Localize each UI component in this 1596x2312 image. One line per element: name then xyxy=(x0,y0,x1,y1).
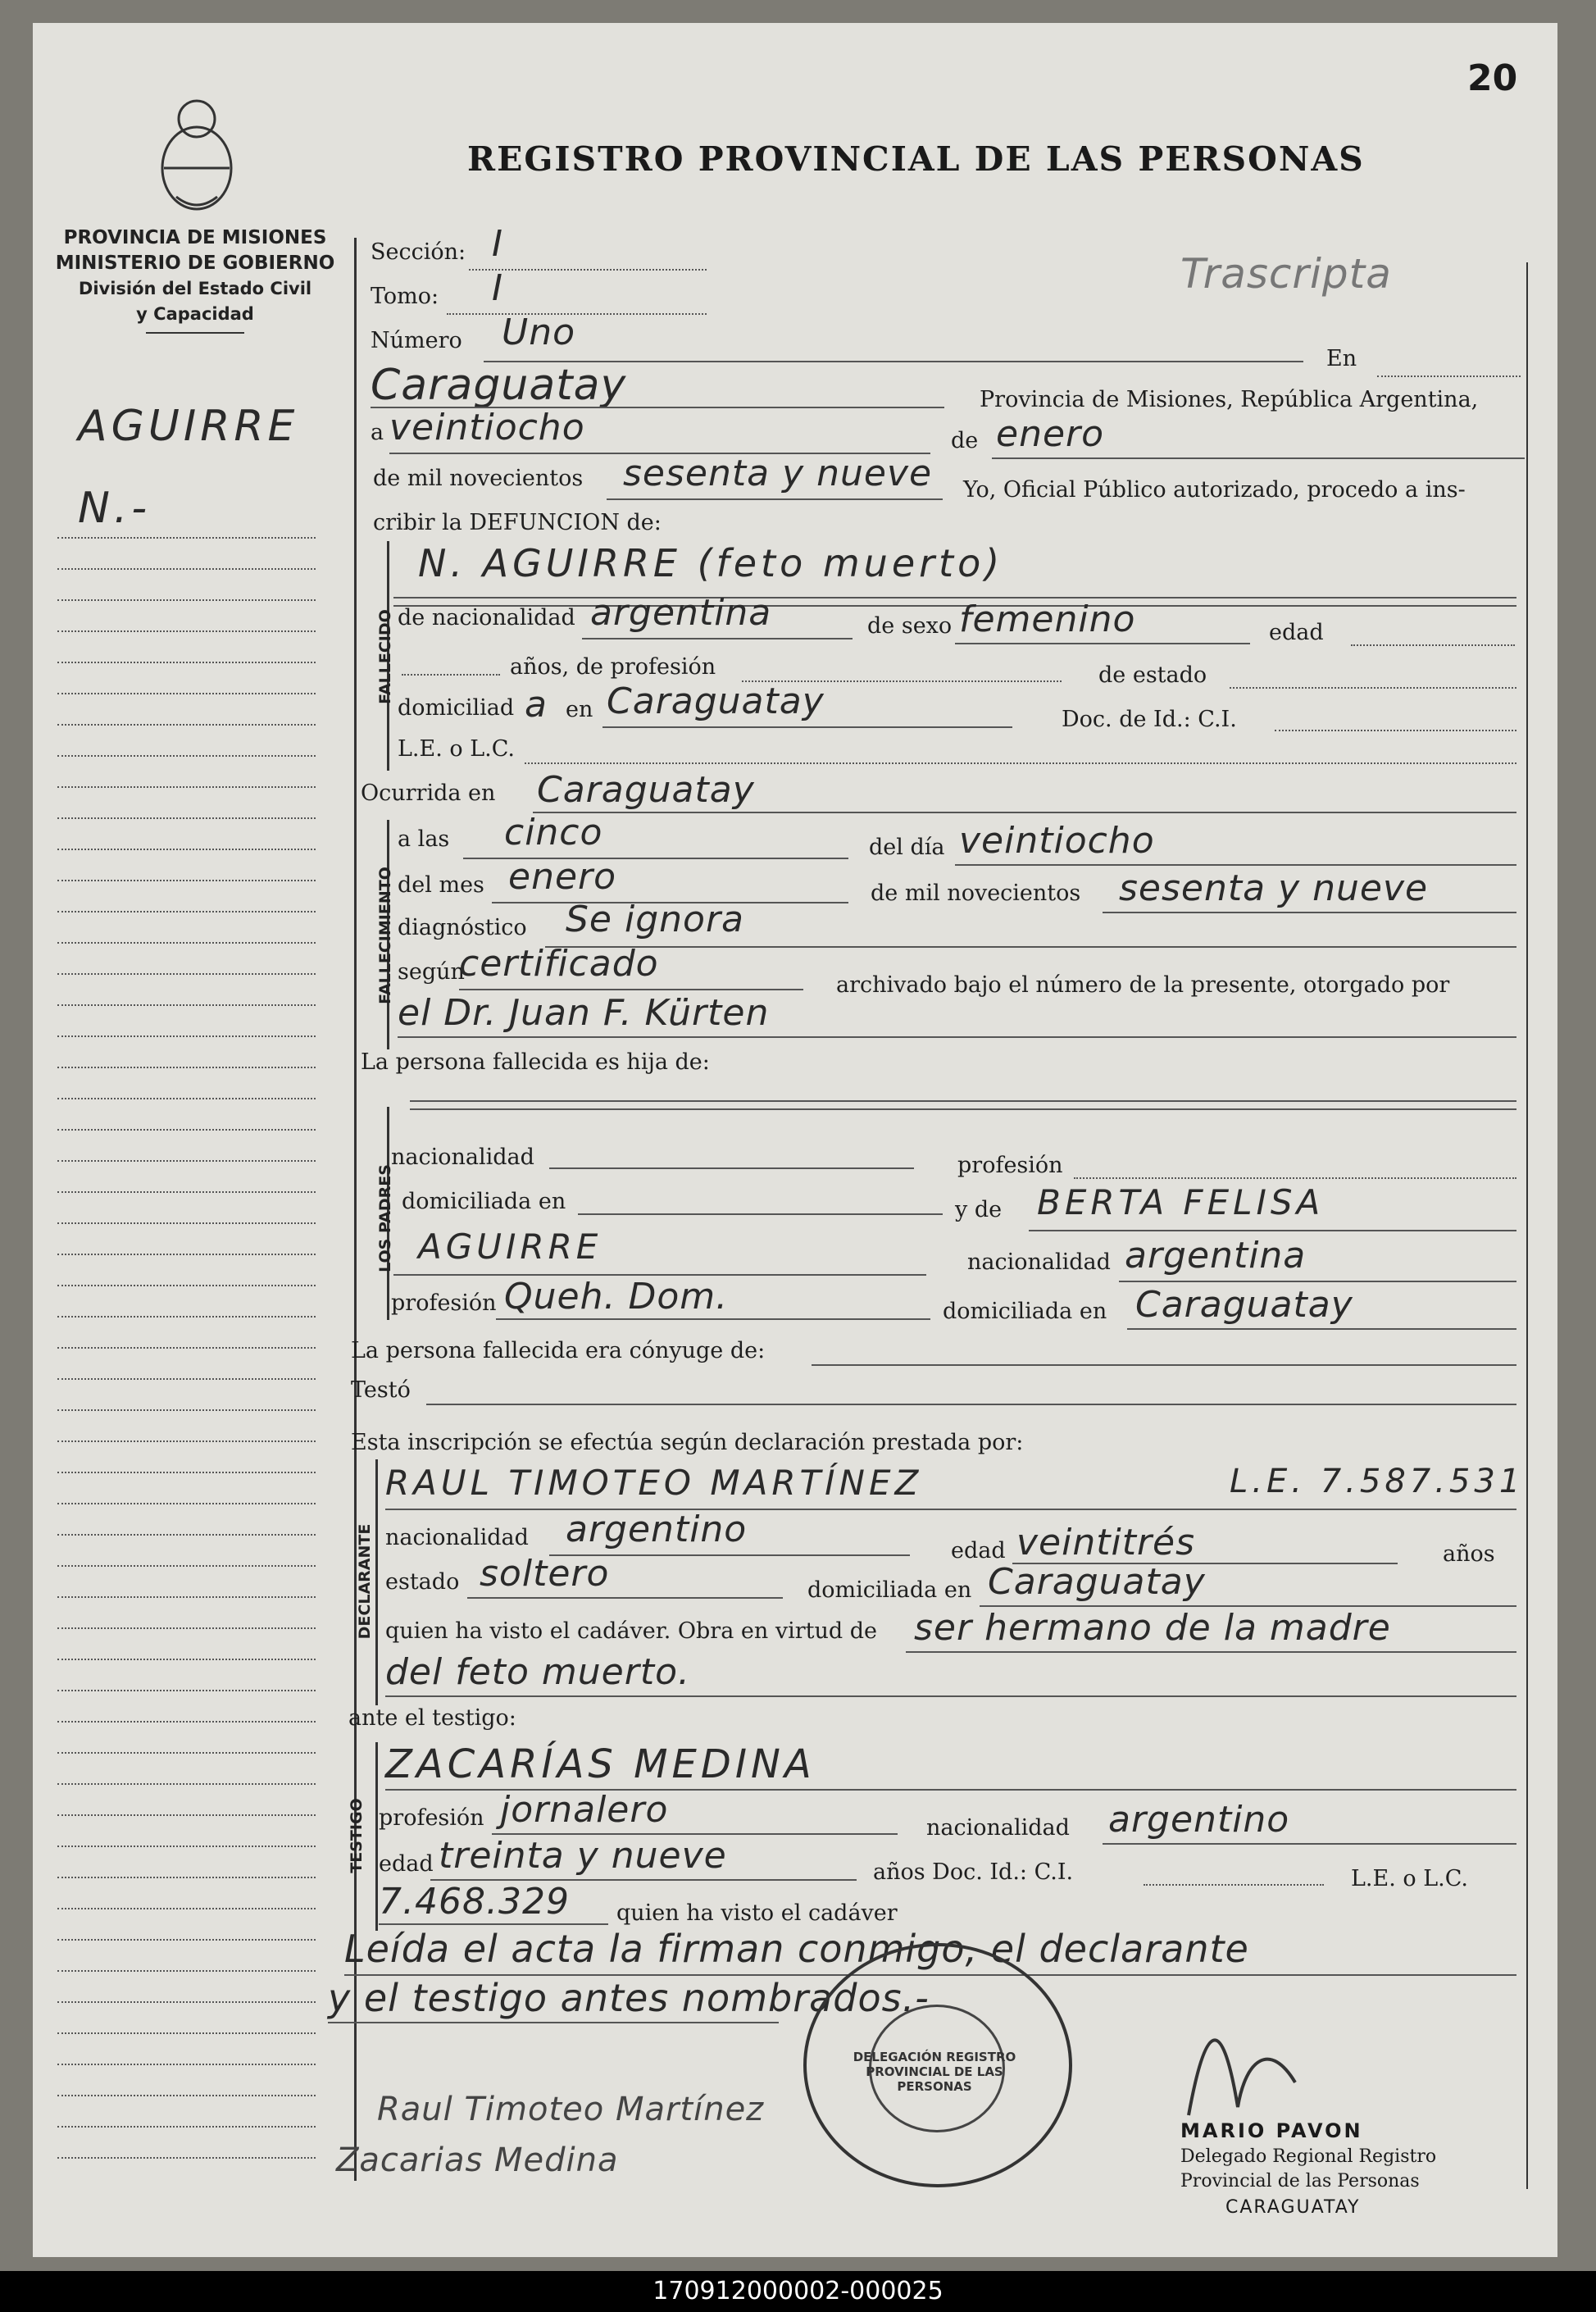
test-prof-label: profesión xyxy=(379,1805,484,1831)
section-declarante: DECLARANTE xyxy=(356,1523,374,1640)
le-lc-label: L.E. o L.C. xyxy=(398,736,516,762)
margin-line xyxy=(57,817,316,819)
margin-line xyxy=(57,1596,316,1598)
margin-line xyxy=(57,1347,316,1349)
official-place: CARAGUATAY xyxy=(1225,2197,1361,2218)
section-fallecido: FALLECIDO xyxy=(376,609,394,704)
padre-prof-label: profesión xyxy=(957,1153,1063,1178)
ministry-name: MINISTERIO DE GOBIERNO xyxy=(55,253,335,274)
archivado-text: archivado bajo el número de la presente, otorgado por xyxy=(836,972,1450,998)
madre-name-2: AGUIRRE xyxy=(418,1227,602,1267)
margin-line xyxy=(57,1316,316,1318)
margin-line xyxy=(57,2126,316,2128)
madre-name-1: BERTA FELISA xyxy=(1037,1182,1325,1222)
diagnostico-label: diagnóstico xyxy=(398,915,527,940)
decl-domic-label: domiciliada en xyxy=(807,1577,972,1603)
page-number: 20 xyxy=(1467,57,1518,99)
edad-label: edad xyxy=(1269,620,1324,645)
margin-line xyxy=(57,630,316,632)
decl-anios-label: años xyxy=(1443,1541,1495,1567)
test-nac-label: nacionalidad xyxy=(926,1815,1070,1841)
virtud-value: ser hermano de la madre xyxy=(914,1607,1391,1649)
deldia-value: veintiocho xyxy=(959,820,1155,862)
margin-line xyxy=(57,537,316,539)
margin-line xyxy=(57,973,316,975)
en-label: En xyxy=(1326,346,1357,371)
margin-line xyxy=(57,2095,316,2096)
test-visto-text: quien ha visto el cadáver xyxy=(616,1900,898,1926)
margin-line xyxy=(57,1160,316,1162)
segun-label: según xyxy=(398,959,465,985)
test-prof-value: jornalero xyxy=(500,1789,669,1831)
testigo-name: ZACARÍAS MEDINA xyxy=(385,1741,816,1787)
sexo-label: de sexo xyxy=(867,613,953,639)
margin-line xyxy=(57,662,316,663)
margin-line xyxy=(57,755,316,757)
delmes-value: enero xyxy=(508,856,617,898)
seccion-label: Sección: xyxy=(371,239,466,265)
madre-domic-label: domiciliada en xyxy=(943,1299,1107,1324)
official-title-1: Delegado Regional Registro xyxy=(1180,2146,1437,2167)
official-title-2: Provincial de las Personas xyxy=(1180,2171,1420,2191)
margin-line xyxy=(57,1472,316,1473)
decl-domic-value: Caraguatay xyxy=(988,1561,1206,1603)
alas-label: a las xyxy=(398,826,450,852)
test-le-label: L.E. o L.C. xyxy=(1351,1866,1469,1891)
margin-line xyxy=(57,568,316,570)
signature-declarante: Raul Timoteo Martínez xyxy=(377,2091,765,2128)
anio-value: sesenta y nueve xyxy=(623,453,933,494)
margin-line xyxy=(57,1191,316,1193)
alas-value: cinco xyxy=(504,812,603,853)
testigo-label: ante el testigo: xyxy=(348,1705,516,1731)
hija-label: La persona fallecida es hija de: xyxy=(361,1049,710,1075)
margin-line xyxy=(57,1908,316,1909)
margin-line xyxy=(57,2064,316,2065)
mes-value: enero xyxy=(996,413,1105,455)
madre-nac-value: argentina xyxy=(1125,1235,1307,1277)
margin-line xyxy=(57,1814,316,1816)
madre-prof-value: Queh. Dom. xyxy=(504,1276,729,1318)
official-name: MARIO PAVON xyxy=(1180,2119,1363,2142)
margin-line xyxy=(57,1067,316,1068)
ocurrida-value: Caraguatay xyxy=(537,769,755,811)
margin-line xyxy=(57,1503,316,1504)
domiciliad-label: domiciliad xyxy=(398,695,515,721)
margin-line xyxy=(57,724,316,726)
margin-line xyxy=(57,1846,316,1847)
margin-line xyxy=(57,1035,316,1037)
provincia-text: Provincia de Misiones, República Argentina, xyxy=(980,387,1479,412)
tomo-value: I xyxy=(492,267,503,309)
margin-line xyxy=(57,1939,316,1941)
margin-line xyxy=(57,1098,316,1099)
diagnostico-value: Se ignora xyxy=(566,899,744,940)
demil2-label: de mil novecientos xyxy=(871,881,1081,906)
nacionalidad-value: argentina xyxy=(590,592,772,634)
coat-of-arms-icon xyxy=(152,90,242,213)
margin-line xyxy=(57,1285,316,1286)
margin-line xyxy=(57,1534,316,1536)
tomo-label: Tomo: xyxy=(371,284,439,309)
segun-value: certificado xyxy=(459,943,659,985)
margin-line xyxy=(57,2157,316,2159)
transcribed-note: Trascripta xyxy=(1180,250,1392,298)
decl-estado-value: soltero xyxy=(480,1553,610,1595)
decl-edad-value: veintitrés xyxy=(1016,1522,1196,1563)
right-border xyxy=(1526,262,1528,2189)
numero-label: Número xyxy=(371,328,462,353)
margin-line xyxy=(57,1627,316,1629)
official-signature xyxy=(1172,1992,1312,2132)
declarante-doc: L.E. 7.587.531 xyxy=(1230,1463,1525,1500)
signature-testigo: Zacarias Medina xyxy=(336,2141,619,2179)
margin-line xyxy=(57,693,316,694)
madre-domic-value: Caraguatay xyxy=(1135,1284,1353,1326)
margin-line xyxy=(57,942,316,944)
domiciliad-suffix: a xyxy=(525,684,548,726)
domic-value: Caraguatay xyxy=(607,680,825,722)
testo-label: Testó xyxy=(351,1377,411,1403)
document-id: 170912000002-000025 xyxy=(652,2277,944,2305)
margin-line xyxy=(57,599,316,601)
visto-text: quien ha visto el cadáver. Obra en virtud de xyxy=(385,1618,878,1644)
decl-nac-label: nacionalidad xyxy=(385,1525,529,1550)
deldia-label: del día xyxy=(869,835,945,860)
margin-line xyxy=(57,849,316,850)
test-doc-value: 7.468.329 xyxy=(379,1881,570,1923)
madre-nac-label: nacionalidad xyxy=(967,1249,1111,1275)
ocurrida-label: Ocurrida en xyxy=(361,781,496,806)
padre-domic-label: domiciliada en xyxy=(402,1189,566,1214)
otorgado-value: el Dr. Juan F. Kürten xyxy=(398,992,770,1034)
division-name: División del Estado Civil xyxy=(78,279,312,298)
conyuge-label: La persona fallecida era cónyuge de: xyxy=(351,1338,766,1363)
issuing-office xyxy=(39,225,351,334)
section-fallecimiento: FALLECIMIENTO xyxy=(376,867,394,1004)
form-border xyxy=(354,238,357,2181)
division-name-2: y Capacidad xyxy=(136,304,254,324)
margin-line xyxy=(57,1565,316,1567)
estado-label: de estado xyxy=(1098,662,1207,688)
margin-line xyxy=(57,2001,316,2003)
margin-line xyxy=(57,1222,316,1224)
seccion-value: I xyxy=(492,223,503,265)
doc-label: Doc. de Id.: C.I. xyxy=(1062,707,1237,732)
section-testigo: TESTIGO xyxy=(348,1798,366,1873)
test-edad-value: treinta y nueve xyxy=(439,1835,727,1877)
inscripcion-text: Esta inscripción se efectúa según declaración prestada por: xyxy=(351,1430,1024,1455)
yde-label: y de xyxy=(955,1197,1003,1222)
deceased-name: N. AGUIRRE (feto muerto) xyxy=(418,541,1004,585)
margin-line xyxy=(57,1721,316,1723)
margin-line xyxy=(57,1129,316,1131)
demil-label: de mil novecientos xyxy=(373,466,584,491)
numero-value: Uno xyxy=(502,312,576,353)
decl-nac-value: argentino xyxy=(566,1509,748,1550)
document-id-bar xyxy=(0,2271,1596,2312)
margin-line xyxy=(57,1783,316,1785)
margin-line xyxy=(57,1877,316,1878)
madre-prof-label: profesión xyxy=(391,1290,497,1316)
dia-value: veintiocho xyxy=(389,407,585,448)
sexo-value: femenino xyxy=(959,598,1136,640)
margin-line xyxy=(57,1004,316,1006)
document-title: REGISTRO PROVINCIAL DE LAS PERSONAS xyxy=(467,139,1365,179)
margin-line xyxy=(57,1440,316,1442)
padre-nac-label: nacionalidad xyxy=(391,1145,534,1170)
yo-text: Yo, Oficial Público autorizado, procedo a ins- xyxy=(963,477,1466,503)
anio2-value: sesenta y nueve xyxy=(1119,867,1429,909)
test-edad-label: edad xyxy=(379,1851,434,1877)
closing-line-2: y el testigo antes nombrados.- xyxy=(328,1976,930,2020)
margin-line xyxy=(57,1659,316,1660)
margin-line xyxy=(57,1752,316,1754)
margin-line xyxy=(57,1378,316,1380)
margin-line xyxy=(57,880,316,881)
closing-line-1: Leída el acta la firman conmigo, el declarante xyxy=(344,1927,1249,1971)
delmes-label: del mes xyxy=(398,872,484,898)
margin-line xyxy=(57,1409,316,1411)
province-name: PROVINCIA DE MISIONES xyxy=(63,227,327,248)
declarante-name: RAUL TIMOTEO MARTÍNEZ xyxy=(385,1463,923,1503)
test-nac-value: argentino xyxy=(1108,1799,1290,1841)
seal-text: DELEGACIÓN REGISTRO PROVINCIAL DE LAS PERSONAS xyxy=(853,2050,1016,2094)
anios-label: años, de profesión xyxy=(510,654,716,680)
virtud-value-2: del feto muerto. xyxy=(385,1651,690,1693)
nacionalidad-label: de nacionalidad xyxy=(398,605,575,630)
test-anios-label: años Doc. Id.: C.I. xyxy=(873,1859,1074,1885)
margin-line xyxy=(57,2032,316,2034)
place-value: Caraguatay xyxy=(371,361,627,410)
decl-edad-label: edad xyxy=(951,1538,1006,1563)
section-padres: LOS PADRES xyxy=(376,1164,394,1272)
margin-line xyxy=(57,1254,316,1255)
a-label: a xyxy=(371,420,384,445)
margin-line xyxy=(57,786,316,788)
margin-surname: AGUIRRE xyxy=(78,402,299,451)
margin-given-name: N.- xyxy=(78,484,152,533)
margin-line xyxy=(57,1690,316,1691)
margin-line xyxy=(57,911,316,913)
cribir-text: cribir la DEFUNCION de: xyxy=(373,510,662,535)
margin-line xyxy=(57,1970,316,1972)
domic-en-label: en xyxy=(566,697,593,722)
de-label: de xyxy=(951,428,979,453)
decl-estado-label: estado xyxy=(385,1569,460,1595)
